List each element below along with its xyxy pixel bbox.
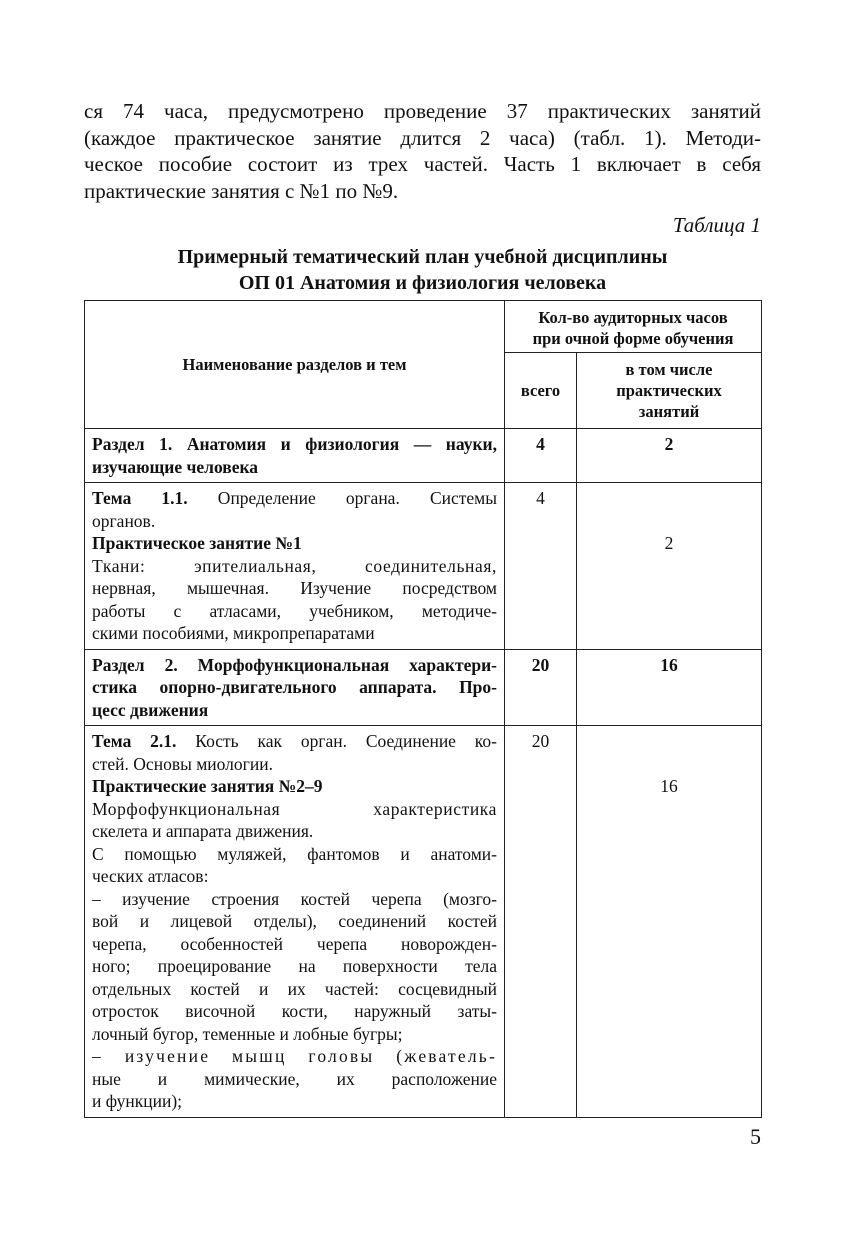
section-title-line: стика опорно-двигательного аппарата. Про-: [92, 677, 497, 697]
header-hours: [505, 301, 762, 353]
hours-practical-cell: [577, 483, 762, 650]
theme-line: стей. Основы миологии.: [92, 753, 273, 774]
lesson-line: отросток височной кости, наружный заты-: [92, 1001, 497, 1021]
theme-title-rest: Определение органа. Системы: [187, 488, 497, 508]
section-title-line: Раздел 1. Анатомия и физиология — науки,: [92, 434, 497, 454]
intro-paragraph: [84, 98, 761, 204]
table-header-row: [85, 301, 762, 353]
section-title-line: цесс движения: [92, 699, 209, 720]
header-practical-line: практических: [616, 381, 722, 400]
lesson-line: и функции);: [92, 1091, 183, 1111]
lesson-line: черепа, особенностей черепа новорожден-: [92, 933, 497, 954]
hours-total: 20: [505, 649, 577, 726]
theme-line: [92, 730, 497, 753]
lesson-line: скими пособиями, микропрепаратами: [92, 623, 375, 643]
hours-practical: 16: [660, 776, 678, 796]
header-name: Наименование разделов и тем: [85, 301, 505, 429]
header-practical: [577, 353, 762, 429]
section-title-line: изучающие человека: [92, 456, 259, 477]
page-number: 5: [750, 1124, 761, 1149]
header-hours-line: Кол-во аудиторных часов: [538, 308, 728, 327]
table-label: Таблица 1: [672, 213, 761, 237]
header-total: всего: [505, 353, 577, 429]
lesson-line: – изучение мышц головы (жеватель-: [92, 1046, 497, 1066]
lesson-line: ческих атласов:: [92, 866, 209, 886]
intro-line: (каждое практическое занятие длится 2 часа) (табл. 1). Методи-: [84, 125, 761, 150]
table-title-line: Примерный тематический план учебной дисциплины: [177, 246, 668, 268]
hours-practical: 2: [664, 533, 674, 553]
table-row: [85, 726, 762, 1118]
header-hours-line: при очной форме обучения: [532, 329, 734, 348]
table-title-line: ОП 01 Анатомия и физиология человека: [238, 272, 607, 294]
hours-total: 4: [505, 429, 577, 483]
theme-label: Тема 1.1.: [92, 488, 188, 508]
lesson-title: Практические занятия №2–9: [92, 776, 323, 796]
hours-practical-cell: [577, 726, 762, 1118]
lesson-line: нервная, мышечная. Изучение посредством: [92, 578, 497, 598]
hours-total: 20: [505, 726, 577, 1118]
page-content: [84, 98, 761, 1118]
table-row: [85, 483, 762, 650]
lesson-line: вой и лицевой отделы), соединений костей: [92, 911, 497, 931]
lesson-title: Практическое занятие №1: [92, 533, 302, 553]
header-practical-line: занятий: [638, 402, 700, 421]
section-title: [85, 429, 505, 483]
theme-label: Тема 2.1.: [92, 731, 177, 751]
lesson-line: Ткани: эпителиальная, соединительная,: [92, 555, 497, 576]
intro-line: практические занятия с №1 по №9.: [84, 178, 399, 203]
thematic-plan-table: [84, 300, 762, 1118]
intro-line: ся 74 часа, предусмотрено проведение 37 практических занятий: [84, 99, 761, 123]
theme-title-rest: Кость как орган. Соединение ко-: [176, 731, 497, 751]
section-title-line: Раздел 2. Морфофункциональная характери-: [92, 654, 497, 675]
lesson-line: С помощью муляжей, фантомов и анатоми-: [92, 843, 497, 864]
hours-practical: 16: [577, 649, 762, 726]
lesson-line: Морфофункциональная характеристика: [92, 798, 497, 819]
section-title: [85, 649, 505, 726]
theme-line: органов.: [92, 510, 156, 531]
theme-line: [92, 487, 497, 510]
table-row: [85, 429, 762, 483]
lesson-line: – изучение строения костей черепа (мозго-: [92, 888, 497, 909]
theme-cell: [85, 483, 505, 650]
lesson-line: ного; проецирование на поверхности тела: [92, 956, 497, 976]
lesson-line: лочный бугор, теменные и лобные бугры;: [92, 1023, 403, 1044]
hours-total: 4: [505, 483, 577, 650]
lesson-line: скелета и аппарата движения.: [92, 821, 314, 841]
hours-practical: 2: [577, 429, 762, 483]
lesson-line: отдельных костей и их частей: сосцевидный: [92, 978, 497, 999]
table-row: [85, 649, 762, 726]
lesson-line: работы с атласами, учебником, методиче-: [92, 600, 497, 621]
header-practical-line: в том числе: [625, 360, 713, 379]
lesson-line: ные и мимические, их расположение: [92, 1068, 497, 1089]
table-title: [84, 244, 761, 296]
theme-cell: [85, 726, 505, 1118]
intro-line: ческое пособие состоит из трех частей. Часть 1 включает в себя: [84, 152, 761, 176]
